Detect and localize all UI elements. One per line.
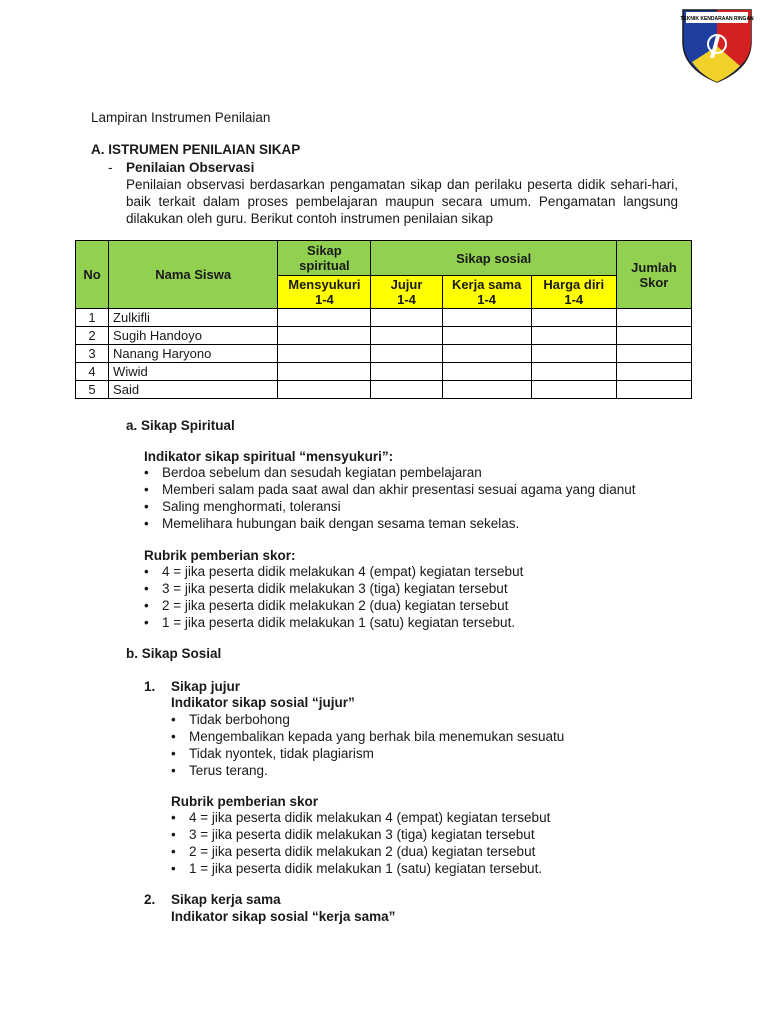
header-no: No: [76, 241, 109, 309]
row-cell: [531, 363, 616, 381]
row-cell: [442, 309, 531, 327]
header-sikap-sosial: Sikap sosial: [371, 241, 616, 276]
row-cell: [371, 363, 442, 381]
header-kerja-sama: Kerja sama 1-4: [442, 276, 531, 309]
row-name: Nanang Haryono: [109, 345, 278, 363]
row-cell: [442, 345, 531, 363]
row-cell: [371, 327, 442, 345]
row-cell: [371, 309, 442, 327]
bullet-icon: •: [144, 598, 149, 613]
row-name: Sugih Handoyo: [109, 327, 278, 345]
row-cell: [531, 345, 616, 363]
spiritual-title: a. Sikap Spiritual: [126, 418, 235, 433]
bullet-icon: •: [171, 810, 176, 825]
row-no: 3: [76, 345, 109, 363]
kerja-number: 2.: [144, 892, 156, 907]
row-cell: [616, 327, 691, 345]
row-cell: [616, 309, 691, 327]
header-jujur: Jujur 1-4: [371, 276, 442, 309]
kerja-indicator-title: Indikator sikap sosial “kerja sama”: [171, 909, 396, 924]
bullet-icon: •: [171, 712, 176, 727]
row-cell: [278, 327, 371, 345]
document-heading: Lampiran Instrumen Penilaian: [91, 110, 271, 125]
school-logo: [680, 6, 754, 84]
row-cell: [278, 363, 371, 381]
row-cell: [616, 381, 691, 399]
table-row: [76, 309, 692, 327]
bullet-icon: •: [144, 465, 149, 480]
bullet-icon: •: [144, 499, 149, 514]
row-cell: [531, 327, 616, 345]
jujur-title: Sikap jujur: [171, 679, 241, 694]
table-row: [76, 327, 692, 345]
row-no: 1: [76, 309, 109, 327]
header-sikap-spiritual: Sikap spiritual: [278, 241, 371, 276]
kerja-title: Sikap kerja sama: [171, 892, 281, 907]
row-cell: [371, 381, 442, 399]
table-row: [76, 363, 692, 381]
row-cell: [278, 345, 371, 363]
section-a-title: A. ISTRUMEN PENILAIAN SIKAP: [91, 142, 301, 157]
bullet-icon: •: [144, 615, 149, 630]
row-cell: [531, 309, 616, 327]
row-no: 5: [76, 381, 109, 399]
bullet-icon: •: [144, 564, 149, 579]
bullet-icon: •: [144, 581, 149, 596]
row-cell: [371, 345, 442, 363]
row-name: Wiwid: [109, 363, 278, 381]
row-cell: [531, 381, 616, 399]
header-jumlah-skor: Jumlah Skor: [616, 241, 691, 309]
row-name: Said: [109, 381, 278, 399]
table-row: [76, 381, 692, 399]
bullet-icon: •: [171, 844, 176, 859]
sosial-rubric-title: Rubrik pemberian skor: [171, 794, 319, 809]
sosial-title: b. Sikap Sosial: [126, 646, 222, 661]
bullet-icon: •: [171, 763, 176, 778]
dash-marker: -: [108, 160, 113, 175]
header-harga-diri: Harga diri 1-4: [531, 276, 616, 309]
bullet-icon: •: [171, 729, 176, 744]
row-no: 2: [76, 327, 109, 345]
observation-paragraph: Penilaian observasi berdasarkan pengamatan sikap dan perilaku peserta didik sehari-hari, baik terkait dalam proses pembelajaran maupun secara umum. Pengamatan langsung dilakukan oleh guru. Berikut contoh instrumen penilaian sikap: [126, 177, 678, 226]
assessment-table: [75, 240, 692, 399]
bullet-icon: •: [171, 746, 176, 761]
spiritual-indicator-title: Indikator sikap spiritual “mensyukuri”:: [144, 449, 394, 464]
row-cell: [278, 309, 371, 327]
header-mensyukuri: Mensyukuri 1-4: [278, 276, 371, 309]
bullet-icon: •: [171, 861, 176, 876]
row-cell: [278, 381, 371, 399]
table-row: [76, 345, 692, 363]
jujur-indicator-title: Indikator sikap sosial “jujur”: [171, 695, 355, 710]
jujur-number: 1.: [144, 679, 156, 694]
row-cell: [442, 363, 531, 381]
header-nama-siswa: Nama Siswa: [109, 241, 278, 309]
row-cell: [442, 381, 531, 399]
bullet-icon: •: [171, 827, 176, 842]
bullet-icon: •: [144, 516, 149, 531]
section-a-subtitle: Penilaian Observasi: [126, 160, 255, 175]
logo-text: TEKNIK KENDARAAN RINGAN: [680, 16, 754, 22]
row-cell: [442, 327, 531, 345]
bullet-icon: •: [144, 482, 149, 497]
row-name: Zulkifli: [109, 309, 278, 327]
row-cell: [616, 363, 691, 381]
row-no: 4: [76, 363, 109, 381]
spiritual-rubric-title: Rubrik pemberian skor:: [144, 548, 296, 563]
row-cell: [616, 345, 691, 363]
